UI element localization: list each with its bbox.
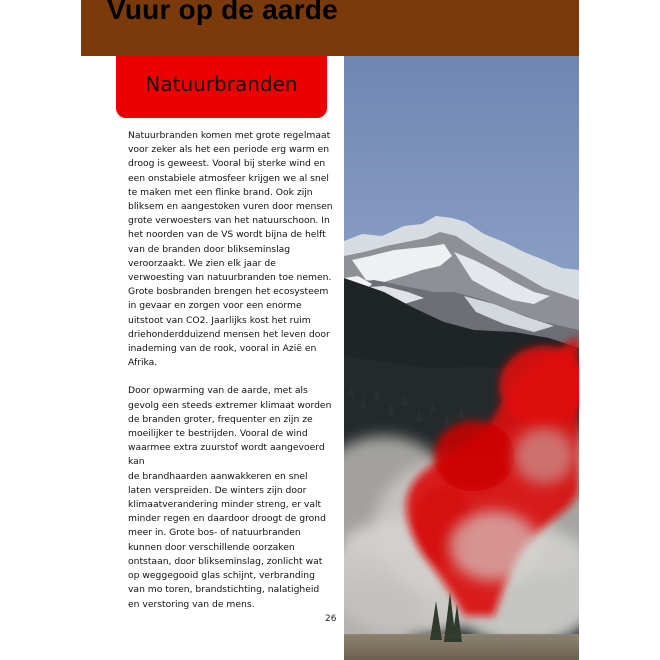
text-line: inademing van de rook, vooral in Azië en	[128, 343, 317, 355]
text-line: ontstaan, door blikseminslag, zonlicht wat	[128, 555, 323, 567]
text-line: in gevaar en zorgen voor een enorme	[128, 300, 302, 312]
text-line: laten verspreiden. De winters zijn door	[128, 484, 307, 496]
text-line: grote verwoesters van het natuurschoon. In	[128, 215, 330, 227]
text-line: klimaatverandering minder streng, er valt	[128, 499, 322, 511]
text-line: Natuurbranden komen met grote regelmaat	[128, 130, 331, 141]
wildfire-photo	[344, 56, 579, 660]
text-line: de brandhaarden aanwakkeren en snel	[128, 470, 308, 482]
text-line: en verstoring van de mens.	[128, 598, 255, 610]
paragraph-2	[128, 384, 333, 611]
text-line: Afrika.	[128, 357, 158, 369]
text-line: meer in. Grote bos- of natuurbranden	[128, 527, 301, 539]
body-text	[128, 129, 333, 612]
text-line: driehonderdduizend mensen het leven door	[128, 328, 330, 340]
text-line: te maken met een flinke brand. Ook zijn	[128, 186, 313, 198]
text-line: waarmee extra zuurstof wordt aangevoerd kan	[128, 442, 325, 468]
section-tab	[116, 56, 327, 118]
page-title: Vuur op de aarde	[107, 0, 338, 25]
text-line: het noorden van de VS wordt bijna de helft	[128, 229, 326, 241]
text-line: uitstoot van CO2. Jaarlijks kost het ruim	[128, 314, 311, 326]
text-line: van mo toren, brandstichting, nalatigheid	[128, 584, 320, 596]
section-title: Natuurbranden	[145, 72, 298, 96]
text-line: op weggegooid glas schijnt, verbranding	[128, 570, 315, 582]
text-line: Door opwarming van de aarde, met als	[128, 385, 308, 397]
text-line: gevolg een steeds extremer klimaat worden	[128, 399, 332, 411]
text-line: veroorzaakt. We zien elk jaar de	[128, 257, 276, 269]
text-line: kunnen door verschillende oorzaken	[128, 541, 295, 553]
page-number: 26	[325, 614, 337, 624]
text-line: moeilijker te bestrijden. Vooral de wind	[128, 428, 308, 440]
text-line: de branden groter, frequenter en zijn ze	[128, 413, 313, 425]
text-line: verwoesting van natuurbranden toe nemen.	[128, 272, 332, 284]
text-line: van de branden door blikseminslag	[128, 243, 291, 255]
text-line: minder regen en daardoor droogt de grond	[128, 513, 326, 525]
text-line: droog is geweest. Vooral bij sterke wind en	[128, 158, 326, 170]
text-line: bliksem en aangestoken vuren door mensen	[128, 201, 333, 213]
text-line: een onstabiele atmosfeer krijgen we al snel	[128, 172, 329, 184]
paragraph-1	[128, 129, 333, 370]
text-line: voor zeker als het een periode erg warm en	[128, 144, 330, 156]
text-line: Grote bosbranden brengen het ecosysteem	[128, 286, 329, 298]
